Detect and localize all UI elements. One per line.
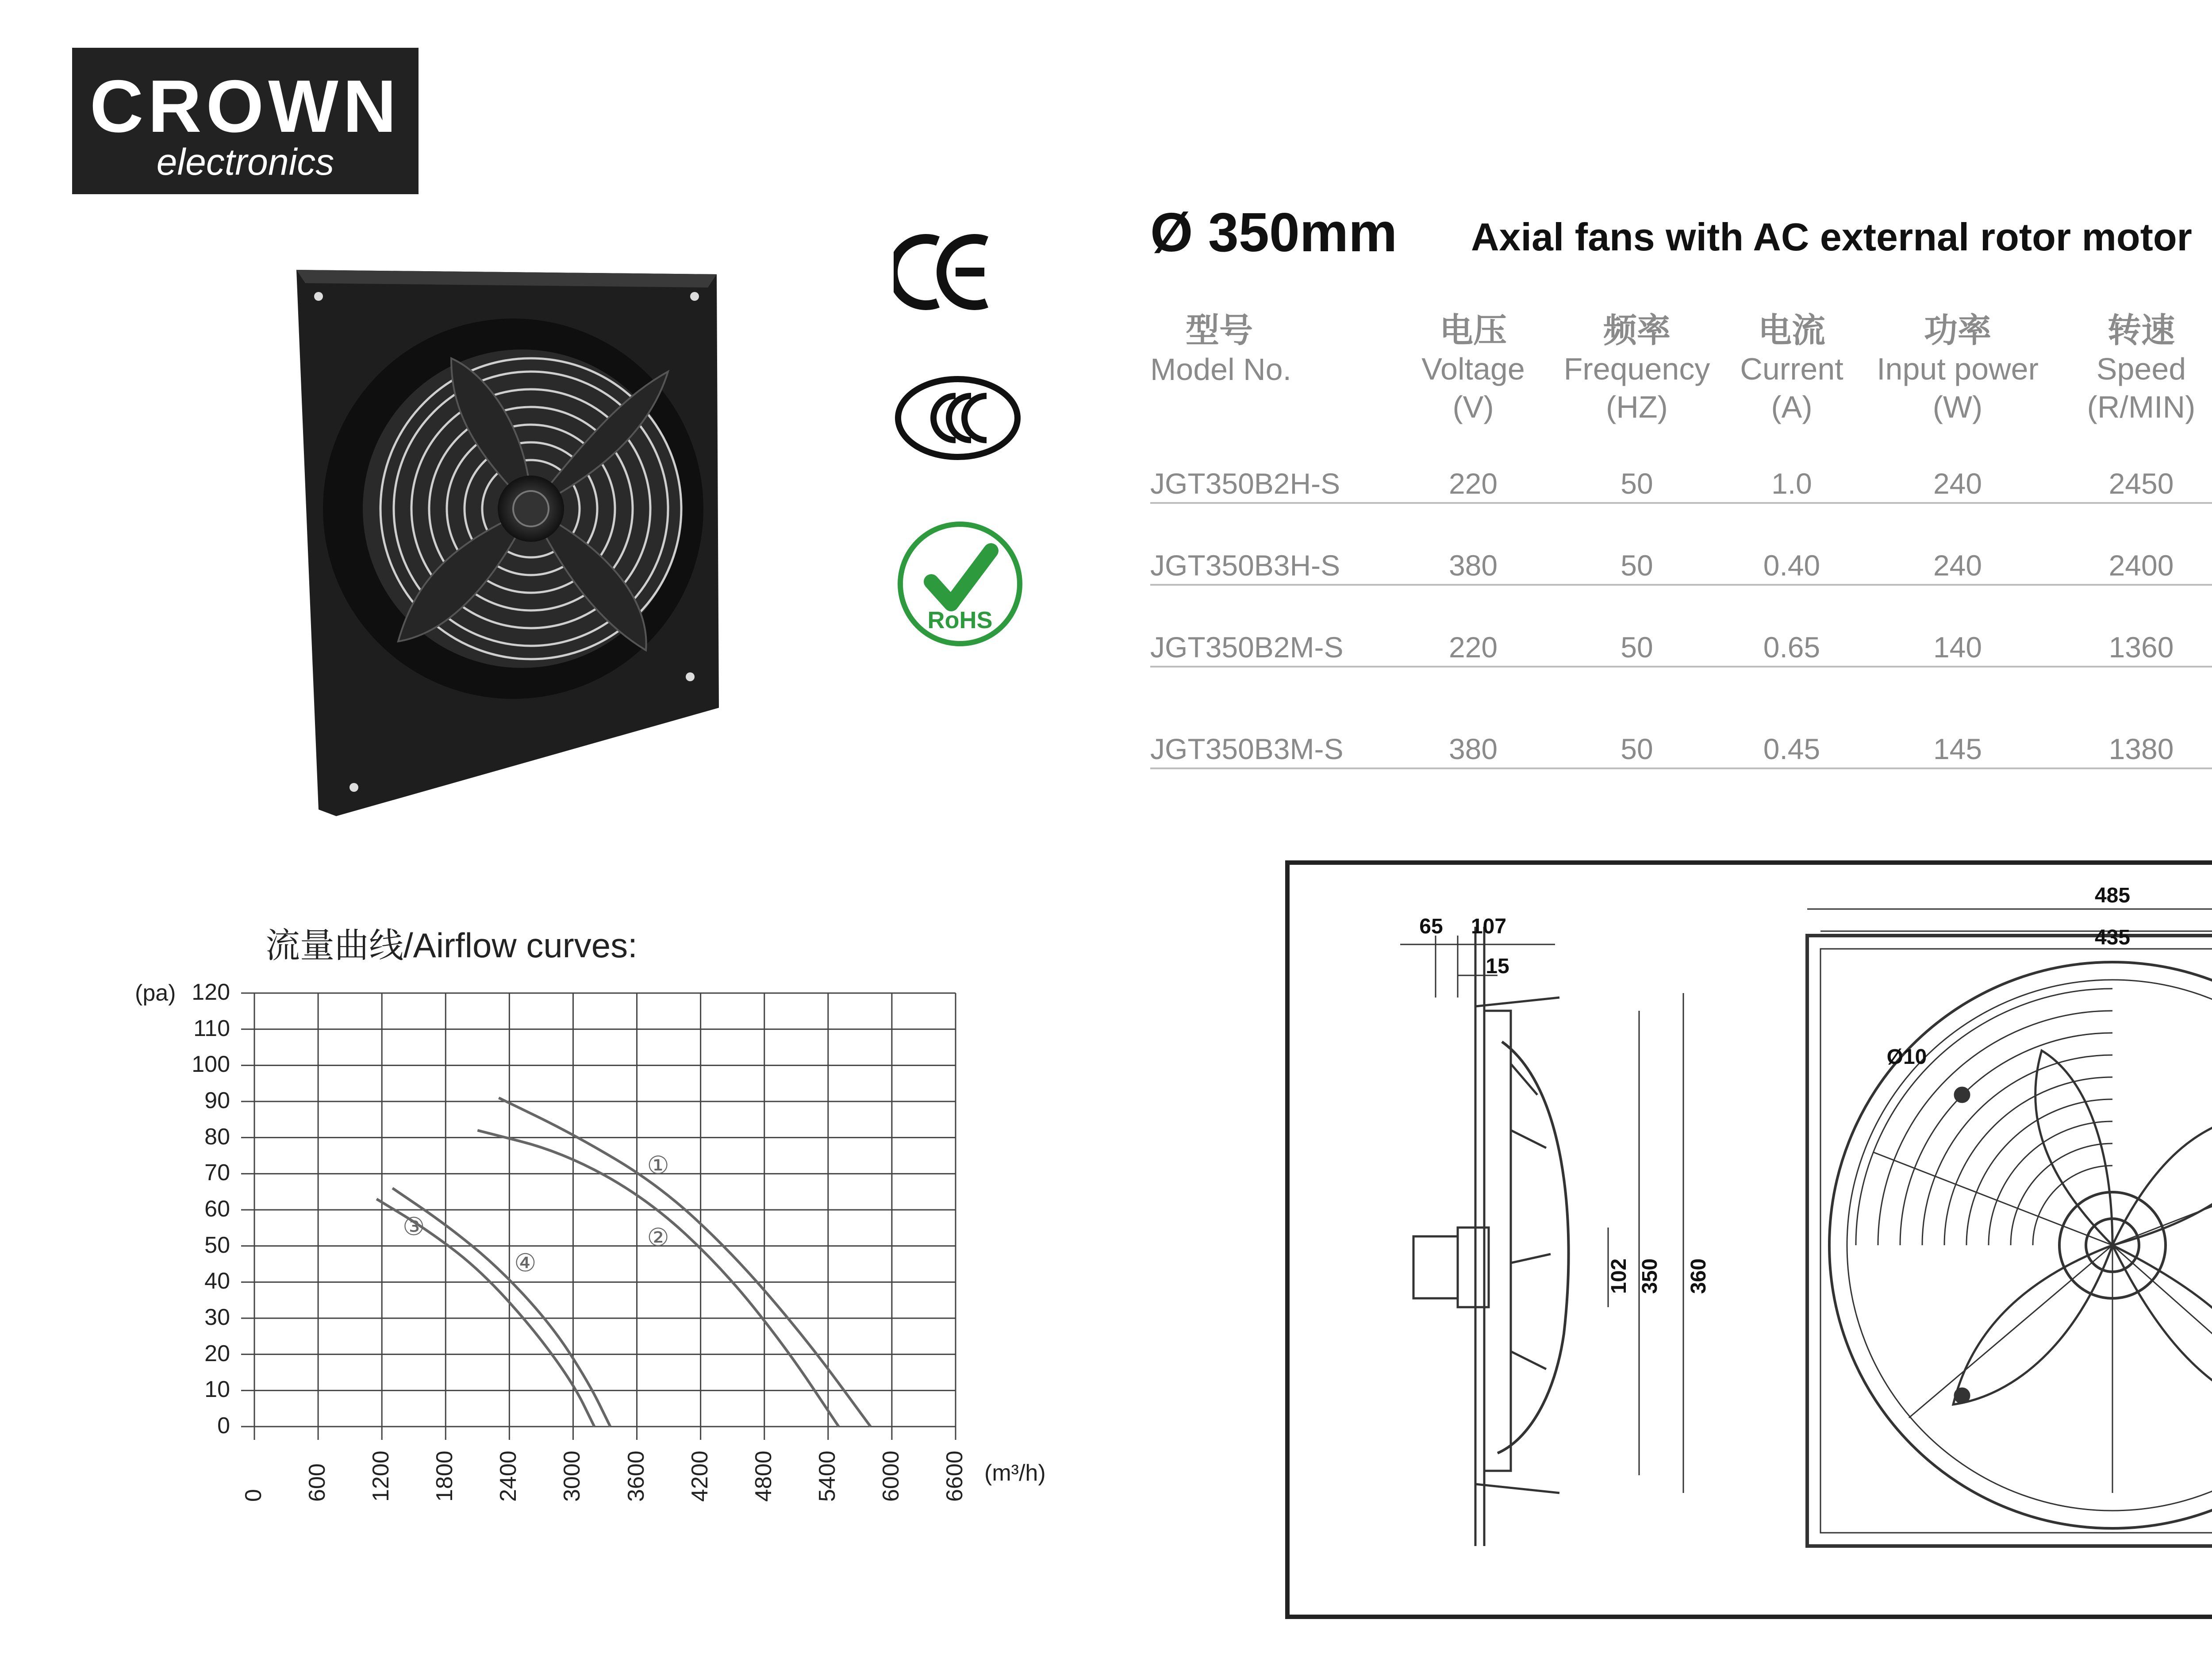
col-header-input-power: 功率 Input power (W) (1877, 312, 2039, 424)
table-cell-power: 145 (1933, 733, 1982, 765)
chart-x-axis-label: (m³/h) (984, 1460, 1046, 1486)
chart-y-axis-label: (pa) (135, 980, 176, 1006)
dim-102: 102 (1607, 1258, 1631, 1294)
chart-x-tick-label: 6600 (942, 1450, 968, 1502)
svg-text:RoHS: RoHS (927, 607, 993, 633)
col-header-model: 型号 Model No. (1150, 312, 1292, 387)
chart-y-tick-label: 20 (204, 1340, 230, 1366)
row-divider (1150, 666, 2212, 668)
table-cell-power: 140 (1933, 631, 1982, 664)
dim-hole-diameter: Ø10 (1886, 1045, 1927, 1069)
dim-360: 360 (1687, 1258, 1710, 1294)
table-cell-speed: 1380 (2108, 733, 2174, 765)
chart-y-tick-label: 30 (204, 1305, 230, 1330)
chart-y-tick-label: 100 (192, 1051, 230, 1078)
table-cell-voltage: 380 (1448, 733, 1498, 765)
dim-15: 15 (1486, 955, 1509, 978)
dimension-drawing (1290, 865, 2212, 1615)
chart-y-tick-label: 0 (217, 1413, 230, 1439)
dim-65: 65 (1419, 915, 1443, 938)
chart-x-tick-label: 5400 (814, 1450, 840, 1502)
col-header-current: 电流 Current (A) (1740, 312, 1843, 424)
table-cell-frequency: 50 (1621, 467, 1653, 500)
dim-485-width: 485 (2094, 884, 2131, 907)
table-cell-model: JGT350B2M-S (1150, 631, 1344, 664)
logo-subtitle: electronics (156, 141, 334, 183)
chart-y-tick-label: 10 (204, 1377, 230, 1403)
table-cell-power: 240 (1933, 549, 1982, 582)
table-cell-speed: 1360 (2108, 631, 2174, 664)
dim-107: 107 (1471, 915, 1507, 938)
table-cell-current: 0.45 (1763, 733, 1820, 765)
table-cell-voltage: 380 (1448, 549, 1498, 582)
chart-y-tick-label: 40 (204, 1268, 230, 1294)
product-title: Axial fans with AC external rotor motor (1471, 215, 2192, 259)
table-cell-model: JGT350B3H-S (1150, 549, 1340, 582)
chart-series-label-3: ③ (403, 1212, 425, 1242)
row-divider (1150, 502, 2212, 504)
table-cell-voltage: 220 (1448, 467, 1498, 500)
dim-350: 350 (1638, 1258, 1662, 1294)
chart-y-tick-label: 60 (204, 1196, 230, 1222)
table-cell-frequency: 50 (1621, 631, 1653, 664)
logo-brand: CROWN (89, 65, 401, 148)
chart-x-tick-label: 600 (304, 1463, 330, 1502)
fan-size-title: Ø 350mm (1150, 202, 1398, 263)
chart-x-tick-label: 4800 (750, 1450, 776, 1502)
chart-y-tick-label: 110 (193, 1015, 230, 1041)
chart-x-tick-label: 1200 (368, 1450, 394, 1502)
dim-435-width: 435 (2094, 926, 2131, 949)
row-divider (1150, 767, 2212, 769)
table-cell-speed: 2450 (2108, 467, 2174, 500)
chart-x-tick-label: 1800 (432, 1450, 458, 1502)
chart-y-tick-label: 80 (204, 1124, 230, 1150)
table-cell-model: JGT350B3M-S (1150, 733, 1344, 765)
chart-series-label-2: ② (647, 1223, 669, 1252)
table-cell-frequency: 50 (1621, 733, 1653, 765)
chart-x-tick-label: 3000 (559, 1450, 585, 1502)
chart-x-tick-label: 6000 (878, 1450, 904, 1502)
table-cell-current: 0.65 (1763, 631, 1820, 664)
dimension-drawing-frame (1285, 860, 2212, 1619)
col-header-frequency: 频率 Frequency (HZ) (1563, 312, 1710, 424)
table-cell-voltage: 220 (1448, 631, 1498, 664)
chart-series-line-1 (499, 1098, 871, 1427)
table-cell-model: JGT350B2H-S (1150, 467, 1340, 500)
chart-y-tick-label: 50 (204, 1232, 230, 1258)
chart-title: 流量曲线/Airflow curves: (265, 926, 637, 965)
chart-x-tick-label: 2400 (495, 1450, 522, 1502)
table-cell-current: 0.40 (1763, 549, 1820, 582)
col-header-speed: 转速 Speed (R/MIN) (2087, 312, 2196, 424)
table-cell-current: 1.0 (1771, 467, 1812, 500)
table-cell-power: 240 (1933, 467, 1982, 500)
table-cell-speed: 2400 (2108, 549, 2174, 582)
chart-x-tick-label: 3600 (623, 1450, 649, 1502)
col-header-voltage: 电压 Voltage (V) (1421, 312, 1525, 424)
chart-x-tick-label: 4200 (687, 1450, 713, 1502)
row-divider (1150, 584, 2212, 586)
chart-x-tick-label: 0 (241, 1489, 266, 1502)
chart-y-tick-label: 90 (204, 1088, 230, 1113)
chart-series-label-4: ④ (514, 1248, 537, 1278)
table-cell-frequency: 50 (1621, 549, 1653, 582)
chart-y-tick-label: 120 (192, 979, 230, 1005)
chart-series-label-1: ① (647, 1151, 669, 1180)
chart-y-tick-label: 70 (204, 1160, 230, 1186)
